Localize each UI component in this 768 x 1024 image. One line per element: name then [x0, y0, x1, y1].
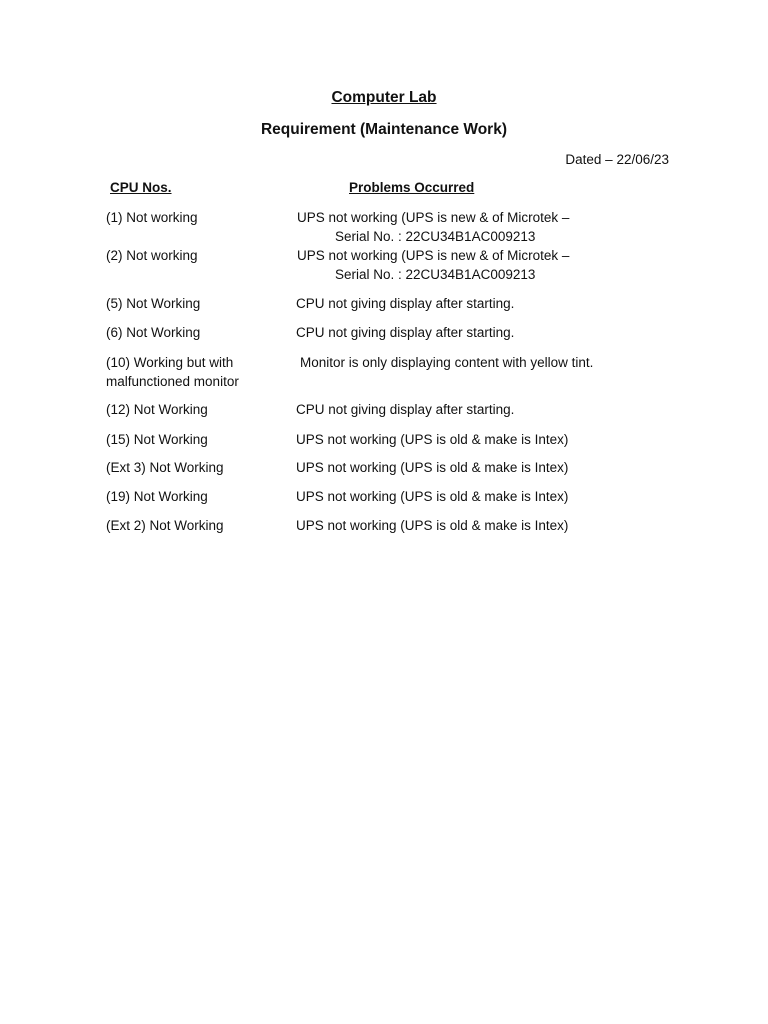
row-problem: UPS not working (UPS is old & make is Intex): [296, 489, 569, 504]
row-cpu-label: (15) Not Working: [106, 432, 208, 447]
document-title: Computer Lab: [331, 89, 437, 106]
row-cpu-label: (19) Not Working: [106, 489, 208, 504]
document-date: Dated – 22/06/23: [565, 152, 669, 167]
row-problem-serial: Serial No. : 22CU34B1AC009213: [335, 229, 536, 244]
row-problem: CPU not giving display after starting.: [296, 296, 515, 311]
row-problem: UPS not working (UPS is new & of Microtek –: [297, 210, 570, 225]
row-problem: UPS not working (UPS is old & make is Intex): [296, 432, 569, 447]
row-cpu-label-line2: malfunctioned monitor: [106, 374, 239, 389]
row-cpu-label: (10) Working but with: [106, 355, 234, 370]
row-cpu-label: (1) Not working: [106, 210, 198, 225]
row-cpu-label: (2) Not working: [106, 248, 198, 263]
row-problem: CPU not giving display after starting.: [296, 402, 515, 417]
row-problem: UPS not working (UPS is old & make is Intex): [296, 518, 569, 533]
row-problem: UPS not working (UPS is new & of Microtek –: [297, 248, 570, 263]
column-header-cpu: CPU Nos.: [110, 180, 172, 195]
document-subtitle: Requirement (Maintenance Work): [260, 121, 508, 138]
row-cpu-label: (6) Not Working: [106, 325, 201, 340]
row-cpu-label: (Ext 3) Not Working: [106, 460, 224, 475]
row-problem-serial: Serial No. : 22CU34B1AC009213: [335, 267, 536, 282]
row-problem: CPU not giving display after starting.: [296, 325, 515, 340]
row-problem: Monitor is only displaying content with yellow tint.: [300, 355, 594, 370]
column-header-problems: Problems Occurred: [349, 180, 475, 195]
row-cpu-label: (Ext 2) Not Working: [106, 518, 224, 533]
row-cpu-label: (5) Not Working: [106, 296, 201, 311]
row-problem: UPS not working (UPS is old & make is Intex): [296, 460, 569, 475]
row-cpu-label: (12) Not Working: [106, 402, 208, 417]
